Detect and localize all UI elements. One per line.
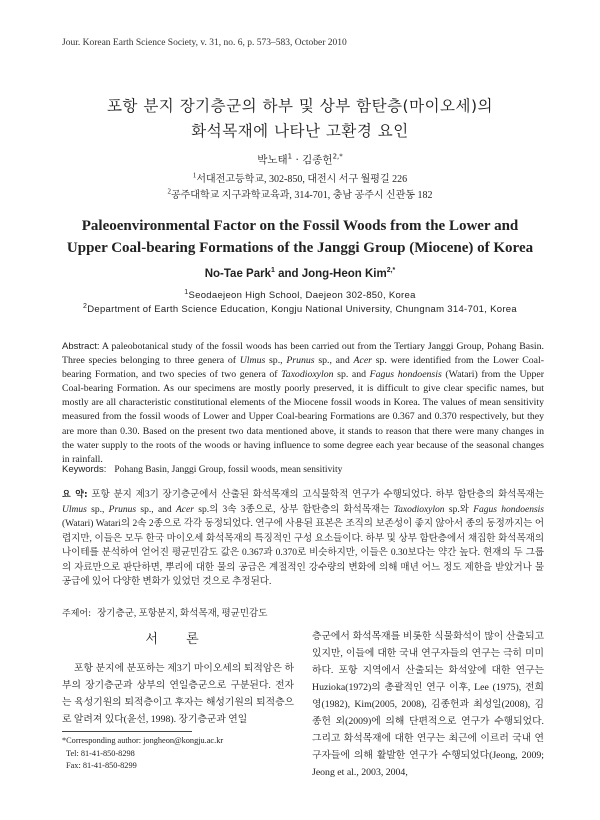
english-affiliation-2 (0, 304, 600, 315)
taxon-name: Ulmus (239, 355, 266, 367)
footnote (62, 735, 302, 773)
affiliation-sup: 1 (192, 171, 197, 180)
korean-abstract-text: (Watari) Watari의 2속 2종으로 각각 동정되었다. 연구에 사용된 표본은 조직의 보존성이 좋지 않아서 종의 동정까지는 어렵지만, 이들은 모두 한국 마이오세 화석목재의 특징적인 구성 요소들이다. 하부 및 상부 함탄층에서 채집한 화석목재의 나이테를 분석하여 얻어진 평균민감도 값은 0.367과 0.370로 비슷하지만, 이들은 0.30보다는 약간 높다. 현재의 두 그룹의 자료만으로 판단하면, 뿌리에 대한 물의 공급은 계절적인 강수량의 변화에 의해 매년 어느 정도 제한을 받았거나 물 공급에 있어 다양한 변화가 있었던 것으로 추정된다. (62, 519, 544, 587)
taxon-name: Fagus hondoensis (369, 369, 442, 381)
keywords-label: Keywords: (62, 464, 107, 475)
taxon-name: Prunus (108, 504, 137, 515)
korean-abstract-text: sp., and (136, 504, 176, 515)
abstract-label: Abstract: (62, 341, 100, 352)
taxon-name: Acer (175, 504, 194, 515)
korean-affiliation-2 (0, 186, 600, 201)
korean-authors (0, 152, 600, 167)
abstract-text: sp., and (314, 355, 354, 367)
taxon-name: Prunus (286, 355, 315, 367)
english-title-line-2: Upper Coal-bearing Formations of the Janggi Group (Miocene) of Korea (66, 240, 534, 256)
author-1-name-ko: 박노태 (257, 154, 288, 166)
author-separator: · (292, 154, 303, 166)
korean-keywords (62, 605, 544, 619)
body-text-left-column: 포항 분지에 분포하는 제3기 마이오세의 퇴적암은 하부의 장기층군과 상부의 연일층군으로 구분된다. 전자는 육성기원의 퇴적층이고 후자는 해성기원의 퇴적층으로 알려져 있다(윤선, 1998). 장기층군과 연일 (62, 663, 294, 725)
korean-abstract-label: 요 약: (62, 490, 88, 500)
affiliation-sup: 1 (184, 288, 189, 296)
korean-abstract-text: sp.와 (444, 504, 474, 515)
korean-abstract-text: 포항 분지 제3기 장기층군에서 산출된 화석목재의 고식물학적 연구가 수행되었다. 하부 함탄층의 화석목재는 (87, 490, 544, 500)
taxon-name: Fagus hondoensis (473, 504, 545, 515)
taxon-name: Taxodioxylon (281, 369, 334, 381)
abstract-text: sp. were identified from the Lower Coal-bearing Formation, and two species of two genera of (62, 355, 544, 381)
author-2-sup: 2,* (332, 152, 343, 161)
korean-abstract-text: sp., (86, 504, 109, 515)
footnote-divider (62, 731, 192, 732)
english-authors (0, 268, 600, 280)
korean-keywords-label: 주제어: (62, 609, 92, 619)
abstract-text: sp., (265, 355, 287, 367)
korean-keywords-text: 장기층군, 포항분지, 화석목재, 평균민감도 (97, 609, 268, 619)
affiliation-text: Department of Earth Science Education, Kongju National University, Chungnam 314-701, Korea (87, 304, 517, 315)
korean-affiliation-1 (0, 170, 600, 185)
taxon-name: Acer (353, 355, 372, 367)
abstract-text: sp. and (333, 369, 370, 381)
affiliation-text: 공주대학교 지구과학교육과, 314-701, 충남 공주시 신관동 182 (170, 190, 433, 201)
abstract-text: (Watari) from the Upper Coal-bearing Formation. As our specimens are mostly poorly preserved, it is difficult to give clear specific names, but mostly are all characteristic constitutional elements of the Miocene fossil woods in Korea. The values of mean sensitivity measured from the fossil woods of Lower and Upper Coal-bearing Formations are 0.367 and 0.370 respectively, but they are more than 0.30. Based on the present two data mentioned above, it stands to reason that there were many changes in the water supply to the roots of the woods or having influence to some degree each year because of the seasonal changes in rainfall. (62, 369, 545, 465)
affiliation-text: Seodaejeon High School, Daejeon 302-850, Korea (188, 290, 416, 301)
author-1-sup: 1 (287, 152, 293, 161)
taxon-name: Ulmus (62, 504, 87, 515)
english-abstract (62, 340, 544, 467)
affiliation-sup: 2 (167, 187, 171, 196)
korean-title-line-1: 포항 분지 장기층군의 하부 및 상부 함탄층(마이오세)의 (106, 97, 494, 115)
section-heading-introduction: 서 론 (145, 632, 211, 647)
author-2-sup: 2,* (386, 267, 396, 275)
body-text-right-column: 층군에서 화석목재를 비롯한 식물화석이 많이 산출되고 있지만, 이들에 대한 국내 연구자들의 연구는 극히 미미하다. 포항 지역에서 산출되는 화석앞에 대한 연구는 Huzioka(1972)의 총괄적인 연구 이후, Lee (1975), 전희영(1982), Kim(2005, 2008), 김종헌과 최성일(2008), 김종헌 외(2009)에 의해 단편적으로 연구가 수행되었다. 그리고 화석목재에 대한 연구는 최근에 이르러 국내 연구자들에 의해 활발한 연구가 수행되었다(Jeong, 2009; Jeong et al., 2003, 2004, (312, 631, 544, 778)
english-title-line-1: Paleoenvironmental Factor on the Fossil Woods from the Lower and (81, 218, 519, 234)
telephone: Tel: 81-41-850-8298 (66, 748, 135, 758)
abstract-text: A paleobotanical study of the fossil woods has been carried out from the Tertiary Janggi Group, Pohang Basin. Three species belonging to three genera of (62, 341, 544, 367)
korean-abstract (62, 488, 544, 590)
korean-title-line-2: 화석목재에 나타난 고환경 요인 (191, 122, 409, 140)
korean-abstract-text: sp.의 3속 3종으로, 상부 함탄층의 화석목재는 (193, 504, 394, 515)
fax: Fax: 81-41-850-8299 (66, 761, 137, 770)
taxon-name: Taxodioxylon (393, 504, 445, 515)
english-affiliation-1 (0, 290, 600, 301)
corresponding-author: *Corresponding author: jongheon@kongju.ac.kr (62, 736, 224, 745)
affiliation-sup: 2 (83, 302, 88, 310)
affiliation-text: 서대전고등학교, 302-850, 대전시 서구 월평길 226 (196, 174, 408, 185)
english-keywords (62, 464, 544, 475)
keywords-text: Pohang Basin, Janggi Group, fossil woods, mean sensitivity (114, 465, 343, 475)
author-2-name-en: Jong-Heon Kim (301, 268, 387, 280)
author-2-name-ko: 김종헌 (302, 154, 333, 166)
author-separator: and (274, 268, 302, 280)
author-1-name-en: No-Tae Park (204, 268, 271, 280)
journal-citation: Jour. Korean Earth Science Society, v. 31, no. 6, p. 573–583, October 2010 (62, 38, 347, 48)
author-1-sup: 1 (270, 267, 275, 275)
